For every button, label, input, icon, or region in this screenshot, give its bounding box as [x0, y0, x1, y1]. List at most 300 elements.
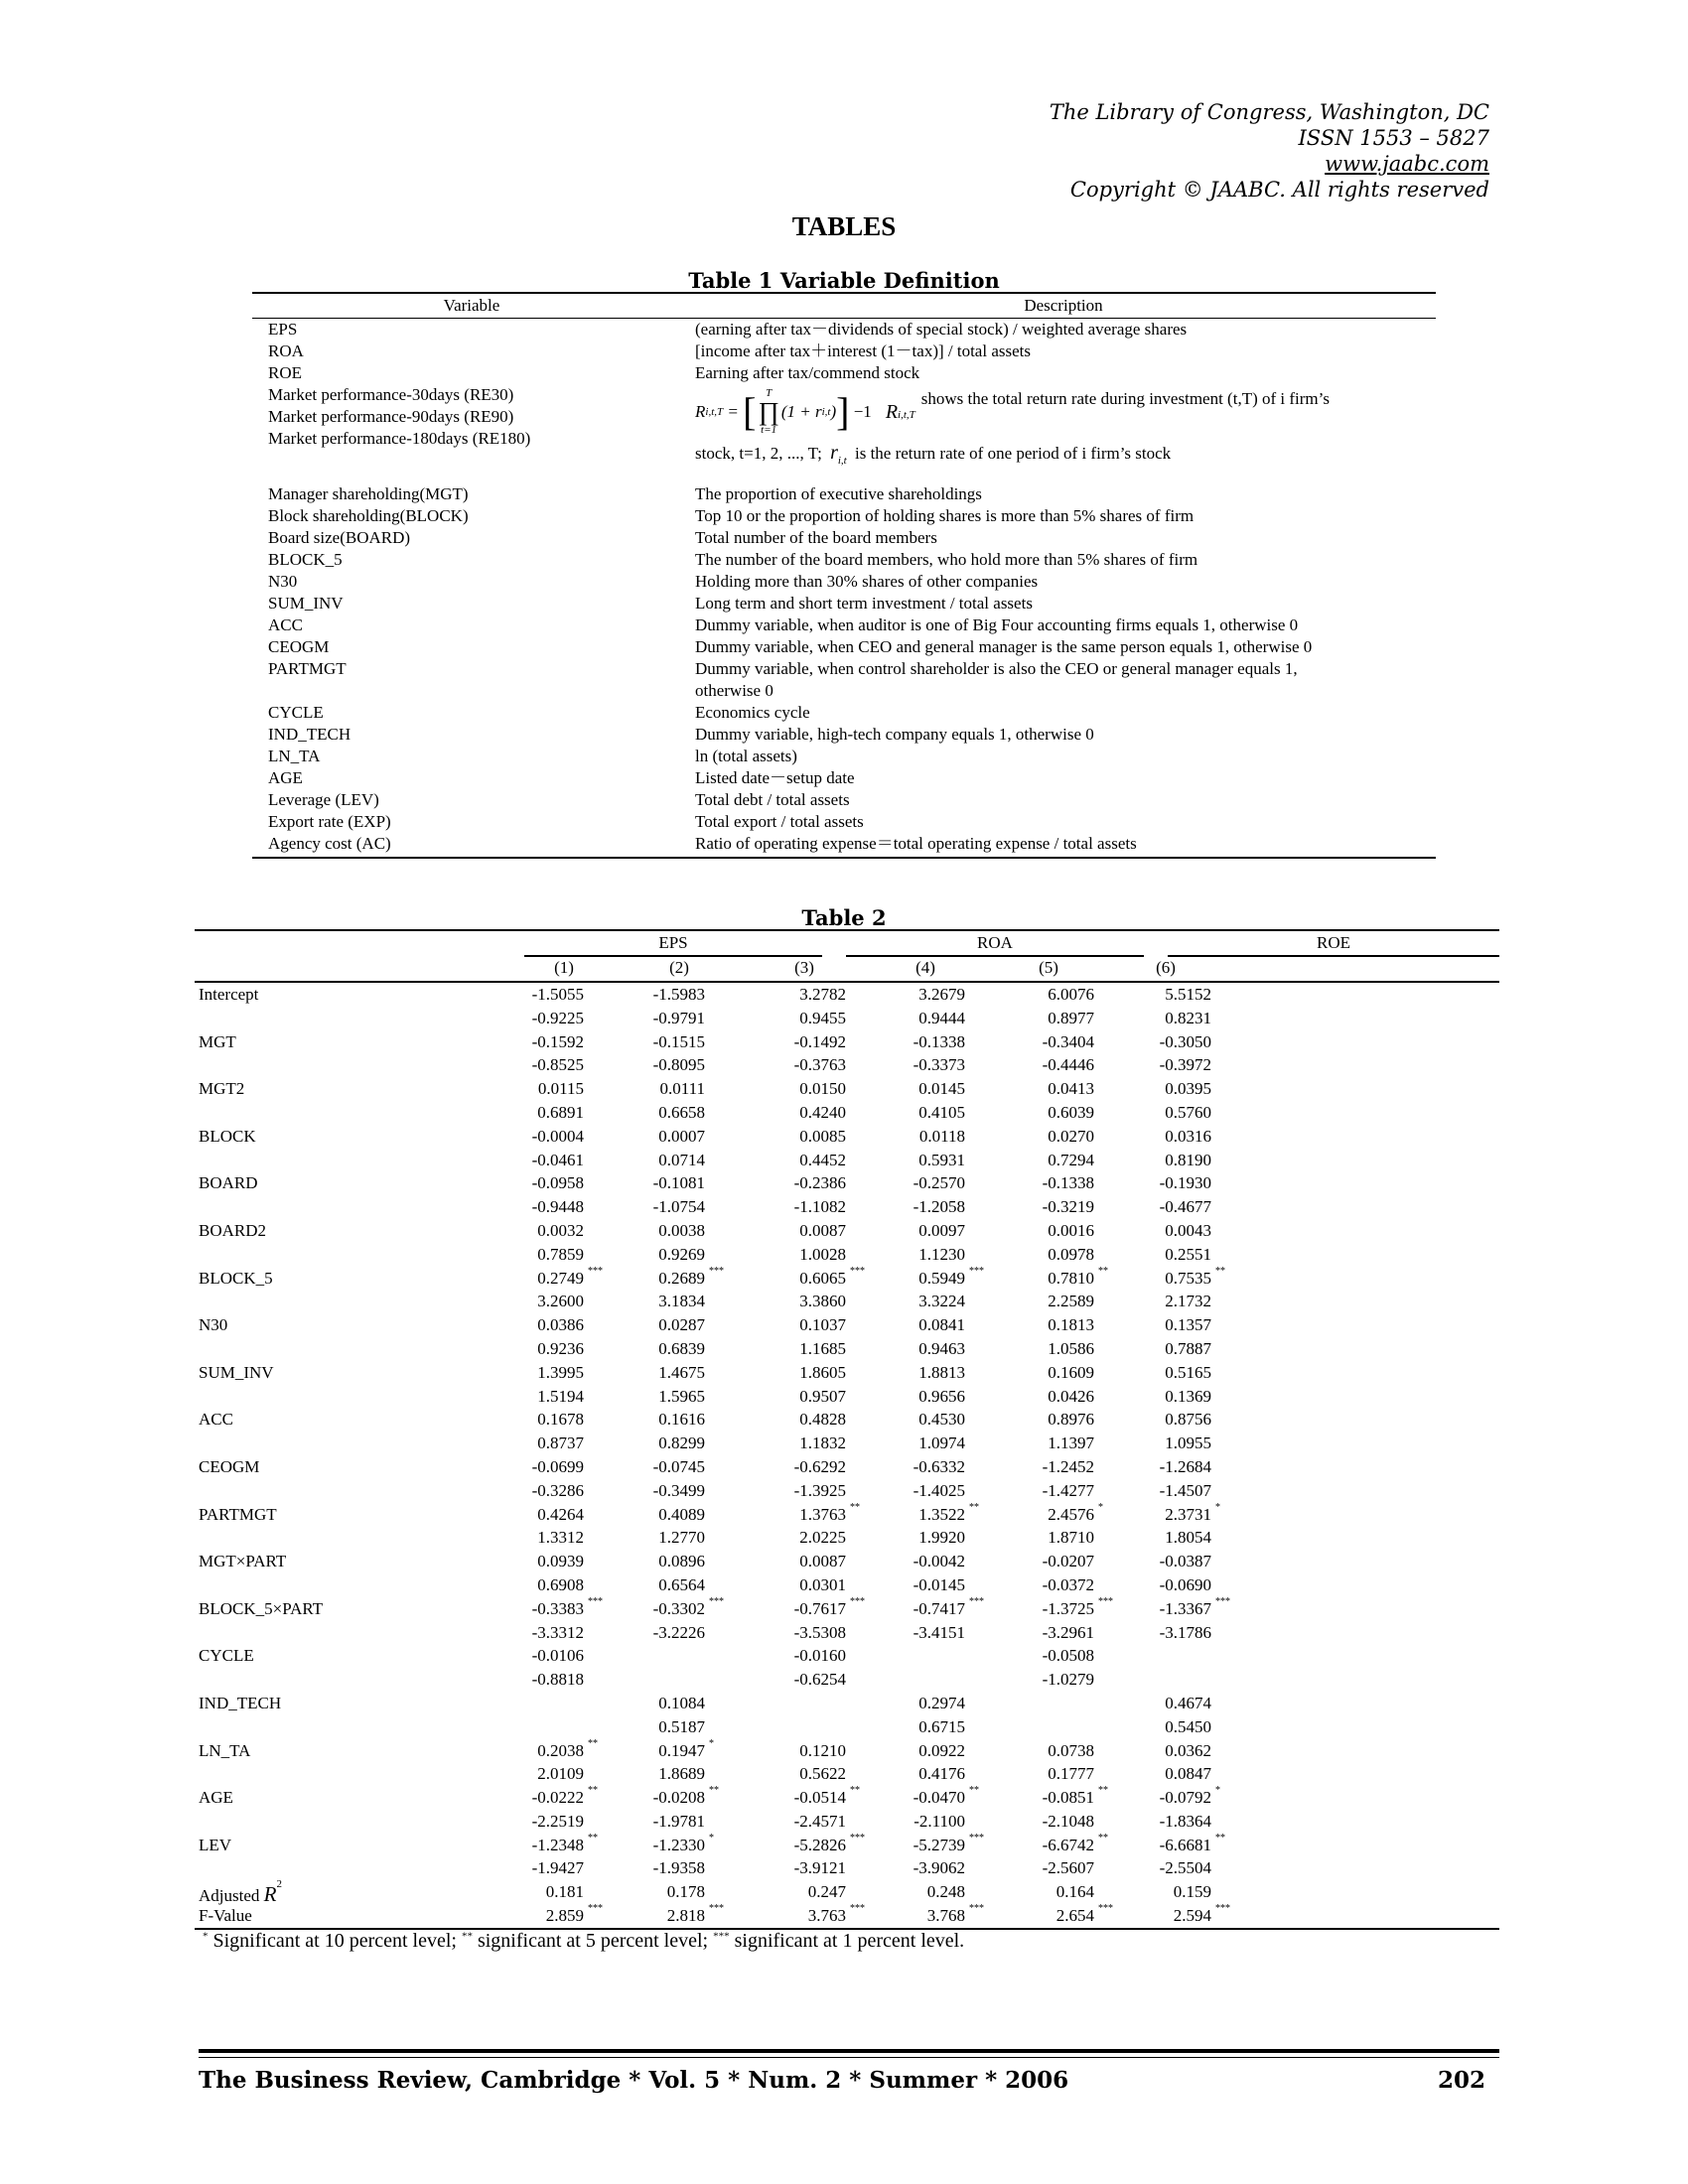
table2-row-coef	[195, 1077, 1499, 1101]
table2-row-coef	[195, 1455, 1499, 1479]
cell-value: 1.3763 **	[799, 1501, 860, 1524]
cell-value: -1.5983	[652, 985, 705, 1004]
period-return-symbol: $r_{i,t}$	[830, 442, 847, 467]
cell-value: -0.4446	[1042, 1055, 1094, 1075]
significance-stars: **	[1098, 1832, 1108, 1843]
table2-row-coef	[195, 1644, 1499, 1668]
table1-description-text: Dummy variable, when control shareholder is also the CEO or general manager equals 1,	[695, 659, 1298, 678]
cell-value: 0.0007	[658, 1126, 705, 1146]
cell-value: -0.2386	[793, 1173, 846, 1193]
table1-variable: SUM_INV	[268, 594, 344, 613]
cell-value: -0.3373	[913, 1055, 965, 1075]
table1-description	[689, 724, 1436, 746]
cell-value: -0.0207	[1042, 1552, 1094, 1571]
cell-value: 1.3995	[537, 1362, 584, 1382]
cell-value: -0.9791	[652, 1008, 705, 1027]
cell-value: 0.9444	[918, 1008, 965, 1027]
table2-row-coef	[195, 1834, 1499, 1857]
cell-value: -0.0470 **	[913, 1785, 979, 1808]
cell-value: -3.9121	[793, 1858, 846, 1878]
significance-stars: ***	[969, 1595, 984, 1607]
table1-row	[252, 593, 1436, 614]
header-url-link[interactable]: www.jaabc.com	[1325, 152, 1489, 176]
cell-value: 0.0032	[537, 1220, 584, 1240]
row-label: CYCLE	[199, 1646, 254, 1666]
cell-value: -3.5308	[793, 1622, 846, 1642]
cell-value: -0.6254	[793, 1670, 846, 1690]
cell-value: -3.2226	[652, 1622, 705, 1642]
cell-value: -1.3925	[793, 1480, 846, 1500]
cell-value: 2.654 ***	[1055, 1903, 1113, 1926]
cell-value: 3.3224	[918, 1292, 965, 1311]
cell-value: 0.8756	[1165, 1410, 1211, 1430]
row-label: MGT×PART	[199, 1552, 287, 1571]
cell-value: 0.0738	[1048, 1740, 1094, 1760]
row-label: LEV	[199, 1835, 232, 1854]
cell-value: 3.2679	[918, 985, 965, 1004]
cell-value: -0.1492	[793, 1031, 846, 1051]
cell-value: 1.8710	[1048, 1528, 1094, 1548]
cell-value: 1.0028	[799, 1244, 846, 1264]
cell-value: -0.3763	[793, 1055, 846, 1075]
table2-row-tstat	[195, 1573, 1499, 1597]
table2-row-tstat	[195, 1432, 1499, 1455]
table1-description	[689, 319, 1436, 341]
cell-value: -1.0754	[652, 1197, 705, 1217]
table1-variable: AGE	[268, 768, 303, 787]
significance-stars: **	[709, 1785, 719, 1797]
table1-row	[252, 319, 1436, 341]
significance-stars: ***	[709, 1903, 724, 1915]
cell-value: -2.5607	[1042, 1858, 1094, 1878]
table1-row	[252, 789, 1436, 811]
table1-row	[252, 483, 1436, 505]
table2-row-coef	[195, 1219, 1499, 1243]
table1-variable: BLOCK_5	[268, 550, 343, 569]
table1-description	[689, 702, 1436, 724]
header-library: The Library of Congress, Washington, DC	[1049, 100, 1489, 124]
row-label: BLOCK	[199, 1126, 256, 1146]
cell-value: 0.4089	[658, 1504, 705, 1524]
table2-row-fvalue: F-Value 2.859 *** 2.818 *** 3.763 *** 3.768 *** 2.654 *** 2.594 ***	[199, 1903, 1230, 1926]
significance-stars: ***	[850, 1265, 865, 1277]
table1-variable: Board size(BOARD)	[268, 528, 411, 547]
cell-value: 0.0847	[1165, 1764, 1211, 1784]
table2-row-coef	[195, 1503, 1499, 1527]
cell-value: 0.0150	[799, 1079, 846, 1099]
table1-col-description: Description	[1024, 296, 1103, 315]
cell-value: 0.0043	[1165, 1220, 1211, 1240]
table2-row-tstat	[195, 1762, 1499, 1786]
cell-value: -0.0461	[531, 1150, 584, 1169]
cell-value: 1.0974	[918, 1433, 965, 1453]
cell-value: -1.5055	[531, 985, 584, 1004]
significance-stars: ***	[969, 1832, 984, 1843]
table1-description	[689, 767, 1436, 789]
cell-value: 2.818 ***	[666, 1903, 724, 1926]
cell-value: 0.9463	[918, 1338, 965, 1358]
cell-value: 1.8605	[799, 1362, 846, 1382]
cell-value: 0.8977	[1048, 1008, 1094, 1027]
significance-stars: **	[1215, 1832, 1225, 1843]
table1-variable: PARTMGT	[268, 659, 347, 678]
table1-row	[252, 571, 1436, 593]
row-label: Intercept	[199, 985, 259, 1004]
row-label: MGT2	[199, 1079, 245, 1099]
cell-value: 0.5165	[1165, 1362, 1211, 1382]
row-label: ACC	[199, 1410, 233, 1430]
cell-value: 2.0225	[799, 1528, 846, 1548]
cell-value: 0.6065 ***	[799, 1265, 865, 1288]
table1-description-text: The number of the board members, who hold more than 5% shares of firm	[695, 550, 1198, 569]
table1-variable: ROA	[268, 341, 304, 360]
cell-value: 0.0362	[1165, 1740, 1211, 1760]
cell-value: 3.763 ***	[807, 1903, 865, 1926]
cell-value: -1.3367 ***	[1159, 1595, 1230, 1618]
row-label: LN_TA	[199, 1740, 251, 1760]
cell-value: -2.1100	[914, 1811, 965, 1831]
significance-note: * Significant at 10 percent level; ** significant at 5 percent level; *** significant at 1 percent level.	[203, 1929, 965, 1952]
cell-value: 1.3312	[537, 1528, 584, 1548]
table1-variable: CYCLE	[268, 703, 324, 722]
cell-value: 1.4675	[658, 1362, 705, 1382]
cell-value: 1.2770	[658, 1528, 705, 1548]
cell-value: -0.0699	[531, 1456, 584, 1476]
group-roa: ROA	[977, 933, 1013, 952]
cell-value: 1.8813	[918, 1362, 965, 1382]
cell-value: 1.3522 **	[918, 1501, 979, 1524]
cell-value: 0.0016	[1048, 1220, 1094, 1240]
cell-value: -0.6332	[913, 1456, 965, 1476]
significance-stars: ***	[1098, 1595, 1113, 1607]
table1-description	[689, 527, 1436, 549]
cell-value: -0.0851 **	[1042, 1785, 1108, 1808]
cell-value: -1.4025	[913, 1480, 965, 1500]
column-header: (5)	[1039, 958, 1058, 977]
significance-stars: *	[1215, 1785, 1220, 1797]
row-label: PARTMGT	[199, 1504, 277, 1524]
table1-row	[252, 658, 1436, 702]
journal-header	[1050, 99, 1489, 203]
table1-description-text: Holding more than 30% shares of other companies	[695, 572, 1039, 591]
cell-value: -0.7417 ***	[913, 1595, 984, 1618]
cell-value: -0.0690	[1159, 1574, 1211, 1594]
cell-value: 0.1357	[1165, 1315, 1211, 1335]
table1-description-text: Top 10 or the proportion of holding shares is more than 5% shares of firm	[695, 506, 1195, 525]
table2-row-tstat	[195, 1195, 1499, 1219]
significance-stars: **	[588, 1832, 598, 1843]
cell-value: 2.594 ***	[1173, 1903, 1230, 1926]
cell-value: -3.1786	[1159, 1622, 1211, 1642]
cell-value: 0.6658	[658, 1102, 705, 1122]
cell-value: -0.3404	[1042, 1031, 1094, 1051]
table2-row-coef	[195, 1267, 1499, 1291]
significance-stars: ***	[850, 1832, 865, 1843]
cell-value: 0.1616	[658, 1410, 705, 1430]
significance-stars: ***	[1215, 1595, 1230, 1607]
table1-description	[689, 658, 1436, 702]
cell-value: -0.1081	[652, 1173, 705, 1193]
cell-value: 0.0145	[918, 1079, 965, 1099]
cell-value: 0.5949 ***	[918, 1265, 984, 1288]
cell-value: 0.0896	[658, 1552, 705, 1571]
cell-value: -0.1515	[652, 1031, 705, 1051]
cell-value: -0.7617 ***	[793, 1595, 865, 1618]
cell-value: 0.8976	[1048, 1410, 1094, 1430]
cell-value: 3.2600	[537, 1292, 584, 1311]
cell-value: 0.5760	[1165, 1102, 1211, 1122]
cell-value: -1.1082	[793, 1197, 846, 1217]
cell-value: -0.4677	[1159, 1197, 1211, 1217]
table2-row-tstat	[195, 1290, 1499, 1313]
significance-stars: *	[1098, 1501, 1103, 1513]
significance-stars: **	[1098, 1265, 1108, 1277]
table1-variable: Leverage (LEV)	[268, 790, 379, 809]
cell-value: -0.0958	[531, 1173, 584, 1193]
cell-value: 0.0841	[918, 1315, 965, 1335]
table1-description-text: Earning after tax/commend stock	[695, 363, 920, 382]
cell-value: 0.1947 *	[658, 1737, 714, 1760]
table1-variable: N30	[268, 572, 298, 591]
table2-row-coef	[195, 1597, 1499, 1621]
table1-row	[252, 636, 1436, 658]
page-footer	[199, 2067, 1485, 2094]
row-label: IND_TECH	[199, 1693, 282, 1712]
cell-value: 0.0316	[1165, 1126, 1211, 1146]
cell-value: 1.5965	[658, 1386, 705, 1406]
row-label: AGE	[199, 1788, 233, 1808]
page-title: TABLES	[791, 211, 897, 241]
significance-stars: **	[850, 1501, 860, 1513]
cell-value: -0.1338	[1042, 1173, 1094, 1193]
row-label: BLOCK_5	[199, 1268, 273, 1288]
table1-row	[252, 614, 1436, 636]
cell-value: -1.2330 *	[652, 1832, 714, 1854]
cell-value: 0.0413	[1048, 1079, 1094, 1099]
row-label: CEOGM	[199, 1456, 260, 1476]
cell-value: 0.0087	[799, 1220, 846, 1240]
table1-description-text: Economics cycle	[695, 703, 810, 722]
table1-row	[252, 505, 1436, 527]
cell-value: -0.0004	[531, 1126, 584, 1146]
cell-value: -0.8525	[531, 1055, 584, 1075]
cell-value: 0.2551	[1165, 1244, 1211, 1264]
table1-row	[252, 549, 1436, 571]
significance-stars: ***	[709, 1265, 724, 1277]
cell-value: -2.4571	[793, 1811, 846, 1831]
cell-value: -0.0222 **	[531, 1785, 598, 1808]
cell-value: 1.9920	[918, 1528, 965, 1548]
cell-value: 0.1678	[537, 1410, 584, 1430]
cell-value: 3.1834	[658, 1292, 705, 1311]
table1-var-re180: Market performance-180days (RE180)	[268, 429, 531, 448]
cell-value: 0.9269	[658, 1244, 705, 1264]
table1-description-text: Dummy variable, high-tech company equals 1, otherwise 0	[695, 725, 1094, 744]
cell-value: 1.8689	[658, 1764, 705, 1784]
table2-row-tstat	[195, 1337, 1499, 1361]
cell-value: 5.5152	[1165, 985, 1211, 1004]
cell-value: 0.1084	[658, 1693, 705, 1712]
cell-value: -0.0160	[793, 1646, 846, 1666]
cell-value: -0.3286	[531, 1480, 584, 1500]
cell-value: -0.6292	[793, 1456, 846, 1476]
table1-variable: EPS	[268, 320, 298, 339]
cell-value: 1.1397	[1048, 1433, 1094, 1453]
cell-value: -0.0145	[913, 1574, 965, 1594]
cell-value: -1.9358	[652, 1858, 705, 1878]
cell-value: 1.1685	[799, 1338, 846, 1358]
market-formula-description	[689, 384, 1436, 483]
table2-row-tstat	[195, 1856, 1499, 1880]
cell-value: -1.3725 ***	[1042, 1595, 1113, 1618]
cell-value: -0.0514 **	[793, 1785, 860, 1808]
table1-row	[252, 811, 1436, 833]
cell-value: 1.1230	[918, 1244, 965, 1264]
column-header: (4)	[915, 958, 935, 977]
table1-variable: Manager shareholding(MGT)	[268, 484, 469, 503]
table2-row-tstat	[195, 1007, 1499, 1030]
cell-value: 6.0076	[1048, 985, 1094, 1004]
table1-row	[252, 362, 1436, 384]
cell-value: 0.0386	[537, 1315, 584, 1335]
cell-value: 0.8299	[658, 1433, 705, 1453]
significance-stars: **	[969, 1785, 979, 1797]
cell-value: 0.4530	[918, 1410, 965, 1430]
cell-value: 0.0287	[658, 1315, 705, 1335]
cell-value: -0.1592	[531, 1031, 584, 1051]
cell-value: 0.0118	[918, 1126, 965, 1146]
table1-description	[689, 505, 1436, 527]
table2-row-coef	[195, 1125, 1499, 1149]
cell-value: -0.0372	[1042, 1574, 1094, 1594]
cell-value: 0.164	[1055, 1882, 1094, 1902]
header-copyright: Copyright © JAABC. All rights reserved	[1069, 178, 1489, 202]
table2-row-coef	[195, 1030, 1499, 1054]
table2-row-tstat	[195, 1385, 1499, 1409]
table2-row-coef	[195, 983, 1499, 1007]
table1-description	[689, 614, 1436, 636]
table1-variable: IND_TECH	[268, 725, 352, 744]
cell-value: 1.0955	[1165, 1433, 1211, 1453]
cell-value: -1.9427	[531, 1858, 584, 1878]
cell-value: -0.3302 ***	[652, 1595, 724, 1618]
significance-stars: ***	[1215, 1903, 1230, 1915]
cell-value: -0.0042	[913, 1552, 965, 1571]
cell-value: -0.3383 ***	[531, 1595, 603, 1618]
table1-description-text: ln (total assets)	[695, 747, 797, 765]
table2-row-tstat	[195, 1715, 1499, 1739]
table1-header	[252, 294, 1436, 319]
cell-value: 3.768 ***	[926, 1903, 984, 1926]
cell-value: 0.4674	[1165, 1693, 1211, 1712]
cell-value: 0.2038 **	[537, 1737, 598, 1760]
table2-caption: Table 2	[801, 905, 887, 930]
cell-value: 0.2974	[918, 1693, 965, 1712]
significance-stars: **	[1215, 1265, 1225, 1277]
cell-value: -0.0106	[531, 1646, 584, 1666]
cell-value: 1.8054	[1165, 1528, 1211, 1548]
cell-value: -6.6681 **	[1159, 1832, 1225, 1854]
cell-value: 0.5450	[1165, 1716, 1211, 1736]
row-label: N30	[199, 1315, 228, 1335]
cell-value: 0.6715	[918, 1716, 965, 1736]
cell-value: 2.859 ***	[545, 1903, 603, 1926]
significance-stars: *	[1215, 1501, 1220, 1513]
table1-var-re90: Market performance-90days (RE90)	[268, 407, 514, 426]
cell-value: 0.6908	[537, 1574, 584, 1594]
table1-description	[689, 593, 1436, 614]
table1-row	[252, 746, 1436, 767]
table1-row-market	[252, 384, 1436, 483]
significance-stars: *	[709, 1737, 714, 1749]
cell-value: 0.0939	[537, 1552, 584, 1571]
table1-description-text: Long term and short term investment / total assets	[695, 594, 1033, 613]
return-formula: R i,t,T = [ T ∏ t=1 (1 + r i,t ) ] −1	[695, 387, 872, 436]
table1-variable: ROE	[268, 363, 302, 382]
table1-col-variable: Variable	[443, 296, 500, 315]
row-label: SUM_INV	[199, 1362, 274, 1382]
cell-value: 3.3860	[799, 1292, 846, 1311]
cell-value: -0.8818	[531, 1670, 584, 1690]
cell-value: -0.0208 **	[652, 1785, 719, 1808]
table2-row-tstat	[195, 1149, 1499, 1172]
table1-description	[689, 746, 1436, 767]
table2-row-tstat	[195, 1810, 1499, 1834]
column-header: (6)	[1156, 958, 1176, 977]
table2-row-tstat	[195, 1526, 1499, 1550]
table1-row	[252, 833, 1436, 855]
cell-value: -2.5504	[1159, 1858, 1211, 1878]
cell-value: 0.4828	[799, 1410, 846, 1430]
formula-text3: is the return rate of one period of i firm’s stock	[854, 444, 1172, 463]
cell-value: 0.1777	[1048, 1764, 1094, 1784]
table1-caption: Table 1 Variable Definition	[688, 268, 1000, 293]
table1-variable: Agency cost (AC)	[268, 834, 391, 853]
cell-value: 0.7859	[537, 1244, 584, 1264]
cell-value: 0.9236	[537, 1338, 584, 1358]
table1-description-text: Listed date－setup date	[695, 768, 855, 787]
cell-value: 2.4576 *	[1048, 1501, 1103, 1524]
cell-value: -1.9781	[652, 1811, 705, 1831]
cell-value: 0.0097	[918, 1220, 965, 1240]
table1-variable: LN_TA	[268, 747, 321, 765]
cell-value: 0.0270	[1048, 1126, 1094, 1146]
table2-row-coef	[195, 1692, 1499, 1715]
column-header: (2)	[669, 958, 689, 977]
cell-value: 0.7294	[1048, 1150, 1094, 1169]
cell-value: 1.1832	[799, 1433, 846, 1453]
cell-value: 0.1037	[799, 1315, 846, 1335]
cell-value: -0.3219	[1042, 1197, 1094, 1217]
formula-text2: stock, t=1, 2, ..., T;	[695, 444, 822, 463]
cell-value: -0.1930	[1159, 1173, 1211, 1193]
table2-row-coef	[195, 1361, 1499, 1385]
cell-value: 0.7535 **	[1165, 1265, 1225, 1288]
table2-row-tstat	[195, 1479, 1499, 1503]
table1-description	[689, 362, 1436, 384]
cell-value: 0.8231	[1165, 1008, 1211, 1027]
group-eps: EPS	[658, 933, 688, 952]
cell-value: 0.0115	[537, 1079, 584, 1099]
table1-description-text: Total debt / total assets	[695, 790, 850, 809]
cell-value: 0.9656	[918, 1386, 965, 1406]
table2	[195, 929, 1499, 1953]
table2-row-tstat	[195, 1668, 1499, 1692]
cell-value: 0.6891	[537, 1102, 584, 1122]
cell-value: -0.0745	[652, 1456, 705, 1476]
cell-value: -5.2826 ***	[793, 1832, 865, 1854]
table1-variable: Export rate (EXP)	[268, 812, 391, 831]
